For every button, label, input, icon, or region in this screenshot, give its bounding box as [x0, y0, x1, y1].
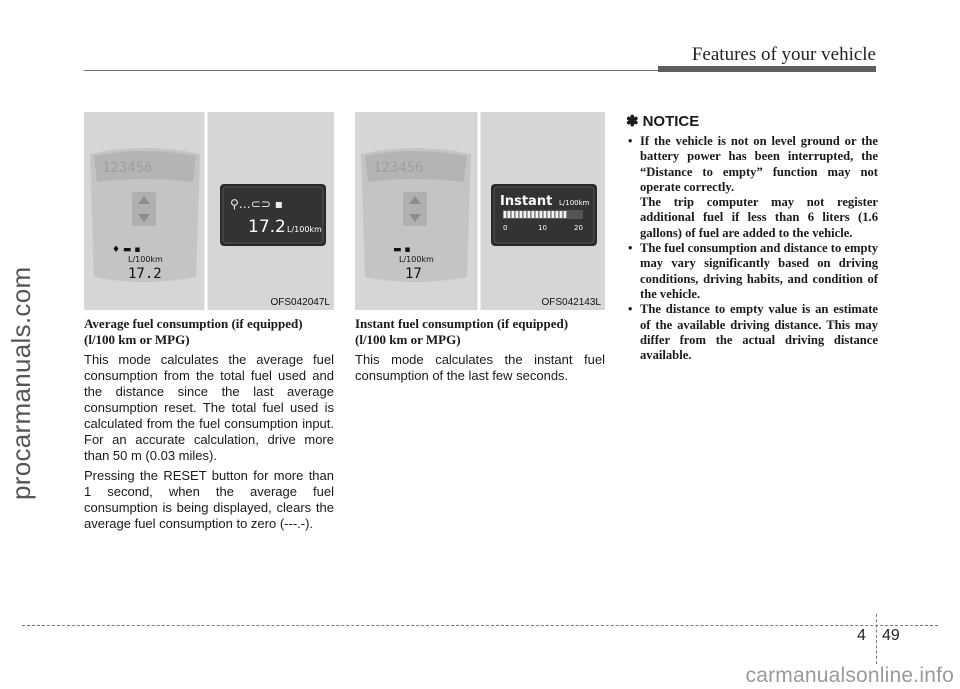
footer-rule	[22, 625, 938, 626]
cluster-icons: ♦ ▬ ▪	[112, 245, 141, 255]
paragraph: This mode calculates the instant fuel consumption of the last few seconds.	[355, 352, 605, 383]
gauge-bar	[516, 211, 519, 218]
gauge-bar	[560, 211, 563, 218]
instrument-cluster-illustration	[84, 112, 334, 310]
figure-instant-fuel	[355, 112, 605, 310]
gauge-bar	[532, 211, 535, 218]
gauge-bar	[540, 211, 543, 218]
instrument-cluster-illustration	[355, 112, 605, 310]
notice-list	[626, 134, 878, 363]
cluster-icons: ▬ ▪	[393, 245, 411, 255]
notice-heading	[626, 112, 878, 130]
cluster-value: 17	[405, 266, 422, 282]
scale-tick-20: 20	[574, 224, 583, 232]
section-heading-units: (l/100 km or MPG)	[84, 332, 190, 347]
gauge-bar	[552, 211, 555, 218]
gauge-bar	[548, 211, 551, 218]
bullet-icon: •	[628, 302, 633, 317]
notice-item	[626, 134, 878, 241]
average-fuel-section	[84, 316, 334, 532]
paragraph: This mode calculates the average fuel consumption from the total fuel used and the distance since the last average consumption reset. The total fuel used is calculated from the fuel consumption input. For an accurate calculation, drive more than 50 m (0.03 miles).	[84, 352, 334, 463]
notice-item-text: If the vehicle is not on level ground or the battery power has been interrupted, the “Distance to empty” function may not operate correctly.	[640, 134, 878, 194]
chapter-title: Features of your vehicle	[691, 44, 876, 65]
gauge-bar	[508, 211, 511, 218]
notice-star-icon: ✽	[626, 113, 639, 130]
gauge-bar	[524, 211, 527, 218]
bullet-icon: •	[628, 241, 633, 256]
display-unit: L/100km	[287, 225, 322, 234]
cluster-unit: L/100km	[399, 255, 434, 264]
notice-item	[626, 302, 878, 363]
scale-tick-10: 10	[538, 224, 547, 232]
paragraph: Pressing the RESET button for more than 1 second, when the average fuel consumption is being displayed, clears the average fuel consumption to zero (---.-).	[84, 468, 334, 531]
section-heading: Instant fuel consumption (if equipped)	[355, 316, 569, 331]
cluster-unit: L/100km	[128, 255, 163, 264]
figure-code: OFS042047L	[270, 297, 330, 308]
notice-title: NOTICE	[642, 112, 700, 130]
section-heading-units: (l/100 km or MPG)	[355, 332, 461, 347]
notice-item	[626, 241, 878, 302]
footer-watermark: carmanualsonline.info	[745, 664, 954, 687]
gauge-bar	[504, 211, 507, 218]
gauge-bar	[512, 211, 515, 218]
gauge-bar	[536, 211, 539, 218]
notice-item-text: The distance to empty value is an estimate of the available driving distance. This may differ from the actual driving distance available.	[640, 302, 878, 363]
display-value: 17.2	[248, 217, 286, 237]
cluster-odometer: 123456	[102, 160, 153, 176]
notice-item-text: The fuel consumption and distance to empty may vary significantly based on driving conditions, driving habits, and condition of the vehicle.	[640, 241, 878, 301]
figure-average-fuel	[84, 112, 334, 310]
notice-item-extra: The trip computer may not register additional fuel if less than 6 liters (1.6 gallons) of fuel are added to the vehicle.	[640, 195, 878, 240]
footer-divider	[876, 614, 877, 664]
section-number: 4	[857, 627, 866, 644]
page-number: 49	[882, 627, 900, 644]
figure-code: OFS042143L	[541, 297, 601, 308]
instant-fuel-section	[355, 316, 605, 384]
cluster-value: 17.2	[128, 266, 162, 282]
section-heading: Average fuel consumption (if equipped)	[84, 316, 303, 331]
display-label: Instant	[500, 194, 553, 209]
gauge-bar	[556, 211, 559, 218]
gauge-track	[503, 210, 583, 219]
cluster-odometer: 123456	[373, 160, 424, 176]
display-unit: L/100km	[559, 199, 590, 207]
gauge-bar	[564, 211, 567, 218]
gauge-bar	[528, 211, 531, 218]
header-rule-accent	[658, 66, 876, 72]
gauge-bar	[520, 211, 523, 218]
scale-tick-0: 0	[503, 224, 508, 232]
bullet-icon: •	[628, 134, 633, 148]
gauge-bar	[544, 211, 547, 218]
display-trip-icons: ⚲…⊂⊃ ▪	[230, 197, 283, 211]
notice-box	[626, 112, 878, 363]
side-watermark: procarmanuals.com	[6, 266, 36, 500]
